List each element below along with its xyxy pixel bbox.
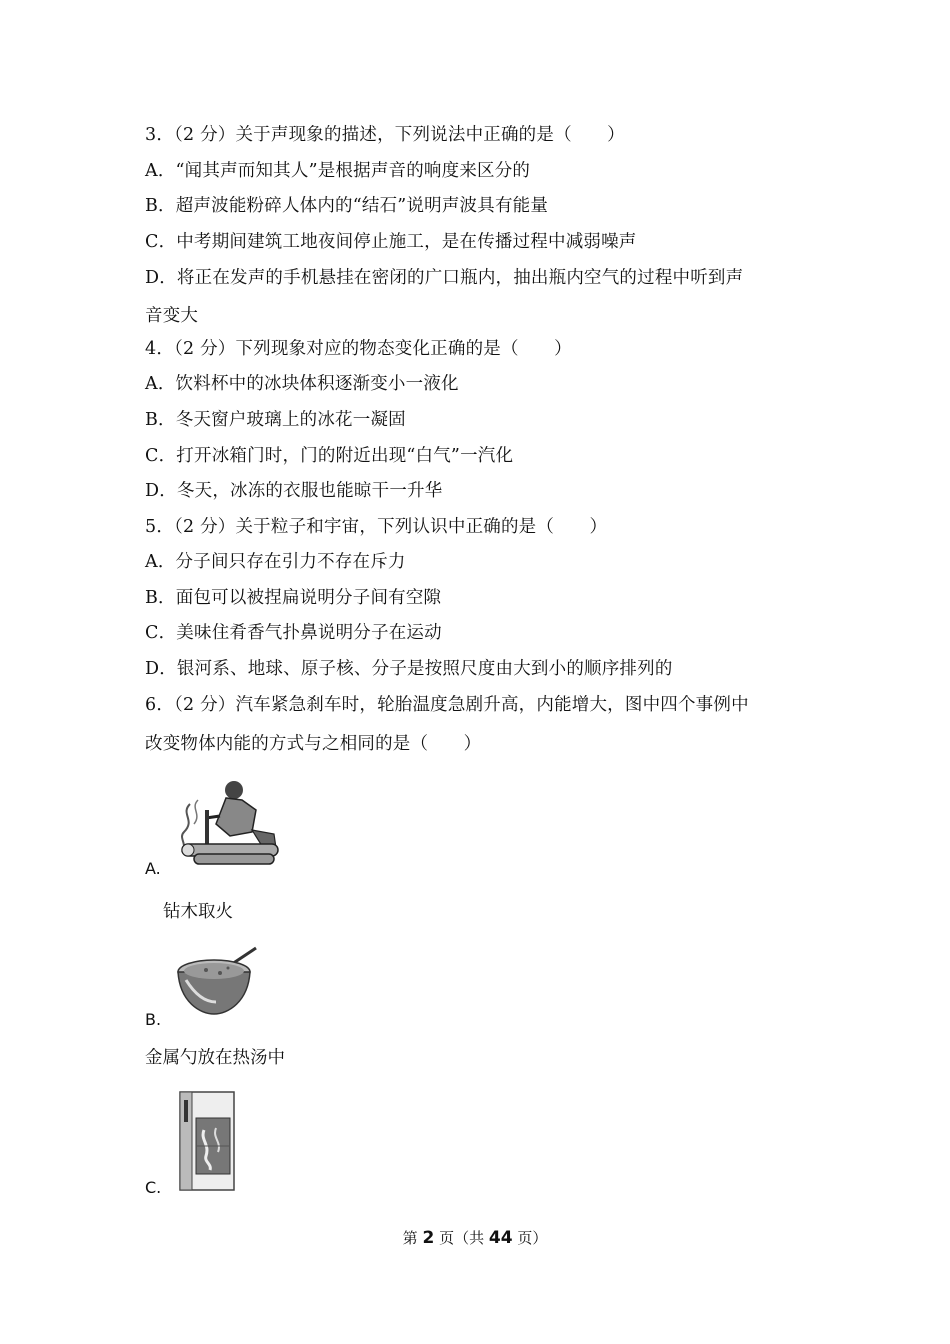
footer-page-number: 2: [422, 1228, 435, 1248]
footer-middle: 页（共: [439, 1229, 485, 1247]
figure-option-b-caption: 金属勺放在热汤中: [145, 1048, 285, 1068]
refrigerator-illustration: [176, 1090, 238, 1194]
question-3-option-a: A．“闻其声而知其人”是根据声音的响度来区分的: [145, 161, 531, 181]
question-4-option-b: B．冬天窗户玻璃上的冰花一凝固: [145, 410, 406, 430]
question-3-option-d: D．将正在发声的手机悬挂在密闭的广口瓶内，抽出瓶内空气的过程中听到声: [145, 268, 744, 288]
question-5-option-b: B．面包可以被捏扁说明分子间有空隙: [145, 588, 442, 608]
question-4-option-c: C．打开冰箱门时，门的附近出现“白气”一汽化: [145, 446, 514, 466]
figure-option-a-letter: A.: [145, 859, 161, 878]
question-5-option-d: D．银河系、地球、原子核、分子是按照尺度由大到小的顺序排列的: [145, 659, 673, 679]
figure-option-c-letter: C.: [145, 1178, 162, 1197]
question-3-option-b: B．超声波能粉碎人体内的“结石”说明声波具有能量: [145, 196, 549, 216]
question-3-option-c: C．中考期间建筑工地夜间停止施工，是在传播过程中减弱噪声: [145, 232, 637, 252]
drilling-wood-fire-illustration: [176, 774, 284, 872]
question-6-stem-continued: 改变物体内能的方式与之相同的是（ ）: [145, 734, 482, 754]
question-6-stem: 6．（2 分）汽车紧急刹车时，轮胎温度急剧升高，内能增大，图中四个事例中: [145, 695, 749, 715]
question-5-option-c: C．美味住肴香气扑鼻说明分子在运动: [145, 623, 442, 643]
spoon-in-hot-soup-illustration: [176, 946, 260, 1018]
footer-total-pages: 44: [488, 1228, 513, 1248]
question-3-stem: 3．（2 分）关于声现象的描述，下列说法中正确的是（ ）: [145, 125, 625, 145]
question-5-option-a: A．分子间只存在引力不存在斥力: [145, 552, 406, 572]
page-footer: [0, 1228, 950, 1248]
question-4-option-d: D．冬天，冰冻的衣服也能晾干一升华: [145, 481, 443, 501]
question-4-option-a: A．饮料杯中的冰块体积逐渐变小一液化: [145, 374, 459, 394]
figure-option-b-letter: B.: [145, 1010, 162, 1029]
question-3-option-d-continued: 音变大: [145, 306, 199, 326]
question-4-stem: 4．（2 分）下列现象对应的物态变化正确的是（ ）: [145, 339, 572, 359]
footer-prefix: 第: [402, 1229, 418, 1247]
footer-suffix: 页）: [517, 1229, 548, 1247]
question-5-stem: 5．（2 分）关于粒子和宇宙，下列认识中正确的是（ ）: [145, 517, 608, 537]
figure-option-a-caption: 钻木取火: [163, 902, 233, 922]
